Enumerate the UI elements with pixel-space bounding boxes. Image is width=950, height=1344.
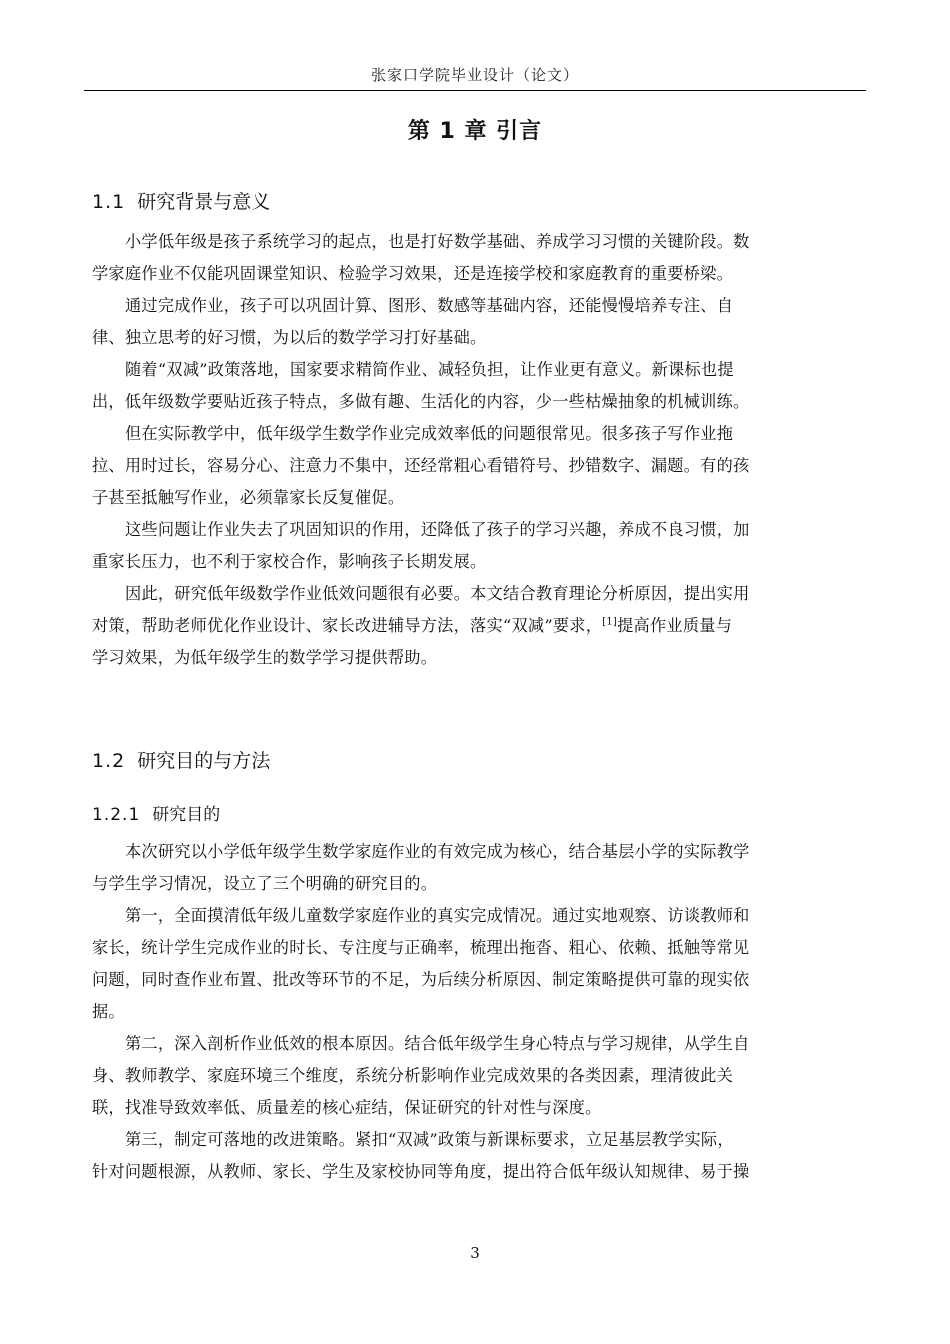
paragraph-line: 拉、用时过长，容易分心、注意力不集中，还经常粗心看错符号、抄错数字、漏题。有的孩 bbox=[92, 456, 750, 475]
section-title: 研究背景与意义 bbox=[137, 191, 271, 213]
paragraph-line-with-citation bbox=[92, 610, 860, 642]
section-number: 1.1 bbox=[92, 191, 126, 213]
header-title: 张家口学院毕业设计（论文） bbox=[370, 66, 579, 84]
paragraph-line: 通过完成作业，孩子可以巩固计算、图形、数感等基础内容，还能慢慢培养专注、自 bbox=[125, 296, 734, 315]
paragraph-line: 第二，深入剖析作业低效的根本原因。结合低年级学生身心特点与学习规律，从学生自 bbox=[125, 1034, 750, 1053]
citation-ref[interactable]: [1] bbox=[602, 616, 618, 628]
chapter-title: 第 1 章 引言 bbox=[407, 119, 543, 144]
paragraph-line: 学习效果，为低年级学生的数学学习提供帮助。 bbox=[92, 648, 438, 667]
paragraph-line: 联，找准导致效率低、质量差的核心症结，保证研究的针对性与深度。 bbox=[92, 1098, 602, 1117]
section-heading-1-2-1 bbox=[92, 800, 220, 825]
paragraph-line: 问题，同时查作业布置、批改等环节的不足，为后续分析原因、制定策略提供可靠的现实依 bbox=[92, 970, 750, 989]
section-number: 1.2 bbox=[92, 750, 126, 772]
paragraph-line: 因此，研究低年级数学作业低效问题很有必要。本文结合教育理论分析原因，提出实用 bbox=[125, 584, 750, 603]
paragraph-line: 本次研究以小学低年级学生数学家庭作业的有效完成为核心，结合基层小学的实际教学 bbox=[125, 842, 750, 861]
paragraph-line: 据。 bbox=[92, 1002, 125, 1021]
paragraph-line: 与学生学习情况，设立了三个明确的研究目的。 bbox=[92, 874, 438, 893]
paragraph-line: 学家庭作业不仅能巩固课堂知识、检验学习效果，还是连接学校和家庭教育的重要桥梁。 bbox=[92, 264, 734, 283]
paragraph-line: 身、教师教学、家庭环境三个维度，系统分析影响作业完成效果的各类因素，理清彼此关 bbox=[92, 1066, 734, 1085]
section-1-1-body bbox=[92, 226, 860, 674]
paragraph-line: 第一，全面摸清低年级儿童数学家庭作业的真实完成情况。通过实地观察、访谈教师和 bbox=[125, 906, 750, 925]
section-heading-1-1 bbox=[92, 187, 270, 214]
text-run: 提高作业质量与 bbox=[617, 616, 733, 635]
paragraph-line: 随着“双减”政策落地，国家要求精简作业、减轻负担，让作业更有意义。新课标也提 bbox=[125, 360, 734, 379]
paragraph-line: 小学低年级是孩子系统学习的起点，也是打好数学基础、养成学习习惯的关键阶段。数 bbox=[125, 232, 750, 251]
section-title: 研究目的与方法 bbox=[137, 750, 271, 772]
paragraph-line: 律、独立思考的好习惯，为以后的数学学习打好基础。 bbox=[92, 328, 487, 347]
paragraph-line: 家长，统计学生完成作业的时长、专注度与正确率，梳理出拖沓、粗心、依赖、抵触等常见 bbox=[92, 938, 750, 957]
paragraph-line: 针对问题根源，从教师、家长、学生及家校协同等角度，提出符合低年级认知规律、易于操 bbox=[92, 1162, 750, 1181]
paragraph-line: 子甚至抵触写作业，必须靠家长反复催促。 bbox=[92, 488, 405, 507]
text-run: 对策，帮助老师优化作业设计、家长改进辅导方法，落实“双减”要求， bbox=[92, 616, 603, 635]
paragraph-line: 出，低年级数学要贴近孩子特点，多做有趣、生活化的内容，少一些枯燥抽象的机械训练。 bbox=[92, 392, 750, 411]
section-heading-1-2 bbox=[92, 746, 270, 773]
section-1-2-1-body bbox=[92, 836, 860, 1188]
paragraph-line: 这些问题让作业失去了巩固知识的作用，还降低了孩子的学习兴趣，养成不良习惯，加 bbox=[125, 520, 750, 539]
paragraph-line: 第三，制定可落地的改进策略。紧扣“双减”政策与新课标要求，立足基层教学实际， bbox=[125, 1130, 734, 1149]
section-title: 研究目的 bbox=[152, 805, 221, 825]
paragraph-line: 重家长压力，也不利于家校合作，影响孩子长期发展。 bbox=[92, 552, 487, 571]
header-divider bbox=[84, 90, 866, 91]
page-number: 3 bbox=[470, 1244, 480, 1262]
section-number: 1.2.1 bbox=[92, 805, 141, 825]
paragraph-line: 但在实际教学中，低年级学生数学作业完成效率低的问题很常见。很多孩子写作业拖 bbox=[125, 424, 734, 443]
